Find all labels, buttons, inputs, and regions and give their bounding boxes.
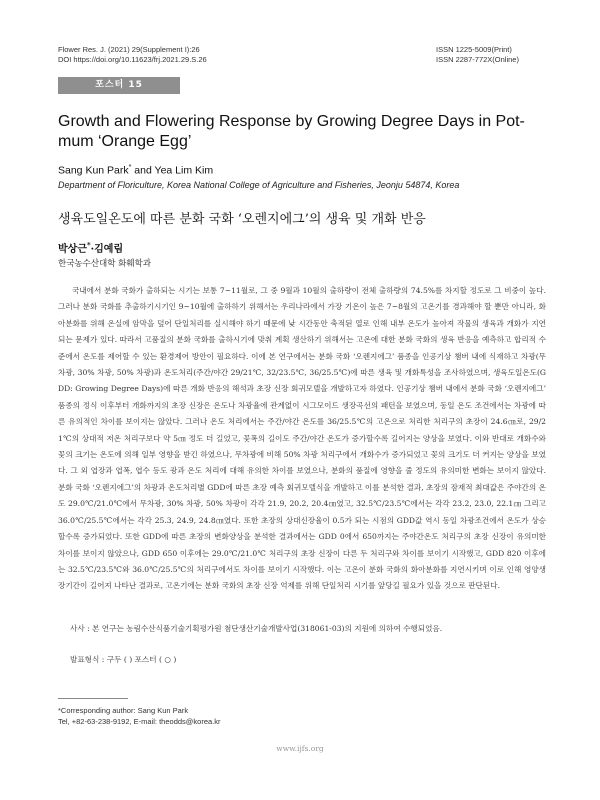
journal-header [58,45,207,65]
doi-link[interactable]: DOI https://doi.org/10.11623/frj.2021.29.S.26 [58,55,207,64]
authors-english [58,164,213,177]
affiliation-korean: 한국농수산대학 화훼학과 [58,259,152,269]
corresponding-mark-ko: * [86,240,91,250]
poster-label-badge: 포스터 15 [58,77,180,94]
title-korean: 생육도일온도에 따른 분화 국화 ‘오렌지에그’의 생육 및 개화 반응 [58,212,426,227]
footer-website[interactable]: www.ijfs.org [276,744,324,753]
corresponding-mark: * [128,164,132,171]
corresponding-author: *Corresponding author: Sang Kun Park [58,706,189,715]
issn-block [436,45,519,65]
issn-print: ISSN 1225-5009(Print) [436,45,512,54]
title-english: Growth and Flowering Response by Growing Degree Days in Pot-mum ‘Orange Egg’ [58,113,525,150]
footnote-divider [58,698,128,699]
abstract-body: 국내에서 분화 국화가 출하되는 시기는 보통 7~11월로, 그 중 9월과 10월의 출하량이 전체 출하량의 74.5%를 차지할 정도로 그 비중이 높다. 그러나 분화 국화를 추출하기시기인 9~10월에 출하하기 위해서는 우리나라에서 가장 기온이 높은 7~8월의 고온기를 경과해야 할 뿐만 아니라, 화아분화를 위해 온실에 암막을 덮어 단일처리를 실시해야 하기 때문에 낮 시간동안 축적된 열로 인해 내부 온도가 높아져 작물의 생육과 개화가 지연되는 문제가 있다. 따라서 고품질의 분화 국화를 출하시기에 맞춰 계획 생산하기 위해서는 고온에 대한 분화 국화의 생육 반응을 예측하고 합리적 수준에서 온도를 제어할 수 있는 환경제어 방안이 필요하다. 이에 본 연구에서는 분화 국화 ‘오렌지에그’ 품종을 인공기상 챔버 내에 식재하고 차광(무차광, 30% 차광, 50% 차광)과 온도처리(주간/야간 29/21℃, 32/23.5℃, 36/25.5℃)에 따른 생육 및 개화특성을 조사하였으며, 생육도일온도(GDD: Growing Degree Days)에 따른 개화 반응의 해석과 초장 신장 회귀모델을 개발하고자 하였다. 인공기상 챔버 내에서 분화 국화 ‘오렌지에그’ 품종의 정식 이후부터 개화까지의 초장 신장은 온도나 차광율에 관계없이 시그모이드 생장곡선의 패턴을 보였으며, 동일 온도 조건에서는 차광에 따른 유의적인 차이를 보이지는 않았다. 그러나 온도 처리에서는 주간/야간 온도를 36/25.5℃의 고온으로 처리한 처리구의 초장이 24.6㎝로, 29/21℃의 상대적 저온 처리구보다 약 5㎝ 정도 더 길었고, 꽃폭의 길이도 주간/야간 온도가 증가할수록 길어지는 양상을 보였다. 이와 반대로 개화수와 꽃의 크기는 온도에 의해 일부 영향을 받긴 하였으나, 무차광에 비해 50% 차광 처리구에서 개화수가 증가되었고 꽃의 크기도 더 커지는 양상을 보였다. 그 외 엽장과 엽폭, 엽수 등도 광과 온도 처리에 대해 유의한 차이를 보였으나, 분화의 품질에 영향을 줄 정도의 유의미한 변화는 보이지 않았다. 분화 국화 ‘오렌지에그’의 차광과 온도처리별 GDD에 따른 초장 예측 회귀모델식을 개발하고 이를 분석한 결과, 초장의 잠재적 최대값은 주야간의 온도 29.0℃/21.0℃에서 무차광, 30% 차광, 50% 차광이 각각 21.9, 20.2, 20.4㎝였고, 32.5℃/23.5℃에서는 각각 23.2, 23.0, 22.1㎝ 그리고 36.0℃/25.5℃에서는 각각 25.3, 24.9, 24.8㎝였다. 또한 초장의 상대신장율이 0.5가 되는 시점의 GDD값 역시 동일 차광조건에서 온도가 상승할수록 증가되었다. 또한 GDD에 따른 초장의 변화양상을 분석한 결과에서는 GDD 0에서 650까지는 주야간온도 처리구의 초장 신장이 유의미한 차이를 보이지 않았으나, GDD 650 이후에는 29.0℃/21.0℃ 처리구의 초장 신장이 다른 두 처리구와 차이를 보이기 시작했고, GDD 820 이후에는 32.5℃/23.5℃와 36.0℃/25.5℃의 처리구에서도 차이를 보이기 시작했다. 이는 고온이 분화 국화의 화아분화를 지연시키며 이로 인해 영양생장기간이 길어져 나타난 결과로, 고온기에는 분화 국화의 초장 신장 억제를 위해 단일처리 시기를 앞당길 필요가 있을 것으로 판단된다. [58,286,546,591]
issn-online: ISSN 2287-772X(Online) [436,55,519,64]
contact-info: Tel, +82-63-238-9192, E-mail: theodds@korea.kr [58,717,221,726]
author-rest: and Yea Lim Kim [131,164,214,177]
journal-citation: Flower Res. J. (2021) 29(Supplement I):26 [58,45,200,54]
authors-korean [58,240,123,255]
acknowledgement: 사사 : 본 연구는 농림수산식품기술기획평가원 첨단생산기술개발사업(318061-03)의 지원에 의하여 수행되었음. [70,624,443,633]
presentation-format: 발표형식 : 구두 ( ) 포스터 ( ○ ) [70,655,177,664]
author-first: Sang Kun Park [58,164,129,177]
affiliation-english: Department of Floriculture, Korea National College of Agriculture and Fisheries, Jeonju 54874, Korea [58,180,460,190]
correspondence-footnote [58,705,221,727]
author-first-ko: 박상근 [58,244,87,255]
author-rest-ko: ·김예림 [90,244,124,255]
